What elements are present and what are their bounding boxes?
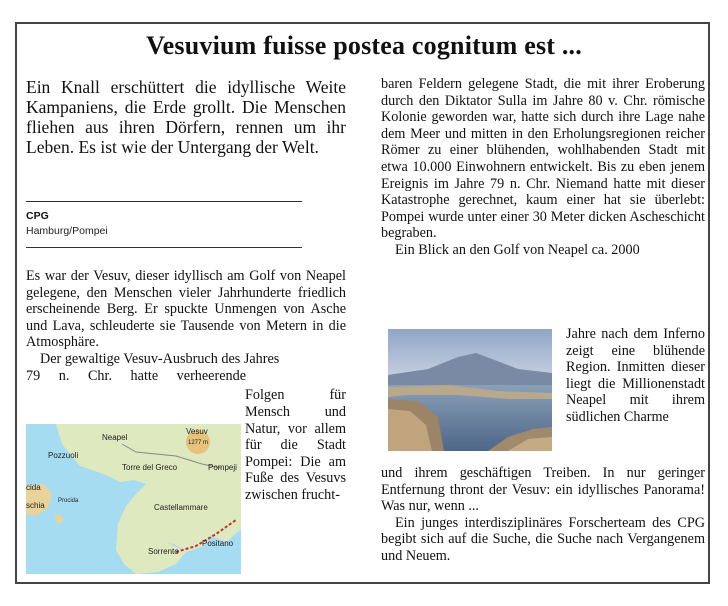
campania-map <box>26 424 241 574</box>
byline-rule-bottom <box>26 247 302 248</box>
map-label-procida-island: cida <box>26 483 41 492</box>
body-paragraph-5: Ein junges interdisziplinäres Forscherteam des CPG begibt sich auf die Suche, die Suche nach Vergangenem und Neuem. <box>381 514 705 564</box>
body-paragraph-2-start: Der gewaltige Vesuv-Ausbruch des Jahres <box>40 350 280 367</box>
map-label-neapel: Neapel <box>102 433 128 442</box>
body-paragraph-2-narrow: Folgen für Mensch und Natur, vor allem für die Stadt Pompei: Die am Fuße des Vesuvs zwischen frucht- <box>245 387 346 503</box>
map-label-procida: Procida <box>58 498 79 504</box>
body-paragraph-1: Es war der Vesuv, dieser idyllisch am Golf von Neapel gelegene, den Menschen vieler Jahrhunderte friedlich erscheinende Berg. Er spuckte Unmengen von Asche und Lava, schleuderte sie Tausende von Metern in die Atmosphäre. <box>26 268 346 351</box>
body-paragraph-2-line2: 79 n. Chr. hatte verheerende <box>26 367 246 384</box>
right-narrow-column <box>566 326 705 426</box>
map-label-vesuv: Vesuv <box>186 427 208 436</box>
headline: Vesuvium fuisse postea cognitum est ... <box>146 31 582 60</box>
left-narrow-column <box>245 387 346 504</box>
gulf-of-naples-photo <box>388 329 552 451</box>
left-column <box>26 268 346 384</box>
byline-rule-top <box>26 201 302 202</box>
right-column <box>381 76 705 259</box>
body-paragraph-3: baren Feldern gelegene Stadt, die mit ihrer Eroberung durch den Diktator Sulla im Jahre 80 v. Chr. römische Kolonie geworden war, hatte sich durch ihre Lage nahe dem Meer und mitten in den Erholungsregionen reicher Römer zu einer blühenden, wohlhabenden Stadt mit etwa 10.000 Einwohnern entwickelt. Bis zu eben jenem Ereignis im Jahre 79 n. Chr. Niemand hatte mit dieser Katastrophe gerechnet, kaum einer hat sie überlebt: Pompei wurde unter einer 30 Meter dicken Ascheschicht begraben. <box>381 76 705 242</box>
body-paragraph-4-end: und ihrem geschäftigen Treiben. In nur geringer Entfernung thront der Vesuv: ein idyllisches Panorama! Was nur, wenn ... <box>381 465 705 515</box>
body-paragraph-4-start: Ein Blick an den Golf von Neapel ca. 2000 <box>395 241 640 258</box>
map-label-pompeji: Pompeji <box>208 463 237 472</box>
body-paragraph-4-narrow: Jahre nach dem Inferno zeigt eine blühende Region. Inmitten dieser liegt die Millionenstadt Neapel mit ihrem südlichen Charme <box>566 326 705 425</box>
map-label-positano: Positano <box>202 539 234 548</box>
map-label-sorrento: Sorrento <box>148 547 179 556</box>
map-graphic <box>26 424 241 574</box>
byline-author: CPG <box>26 210 49 222</box>
right-column-bottom <box>381 465 705 565</box>
lead-paragraph: Ein Knall erschüttert die idyllische Weite Kampaniens, die Erde grollt. Die Menschen fliehen aus ihren Dörfern, rennen um ihr Leben. Es ist wie der Untergang der Welt. <box>26 77 346 157</box>
map-label-castellammare: Castellammare <box>154 503 208 512</box>
byline-location: Hamburg/Pompei <box>26 225 108 237</box>
map-label-vesuv-height: 1277 m <box>188 440 209 446</box>
map-label-pozzuoli: Pozzuoli <box>48 451 79 460</box>
map-label-ischia: schia <box>26 501 45 510</box>
map-label-torre: Torre del Greco <box>122 463 178 472</box>
photo-graphic <box>388 329 552 451</box>
